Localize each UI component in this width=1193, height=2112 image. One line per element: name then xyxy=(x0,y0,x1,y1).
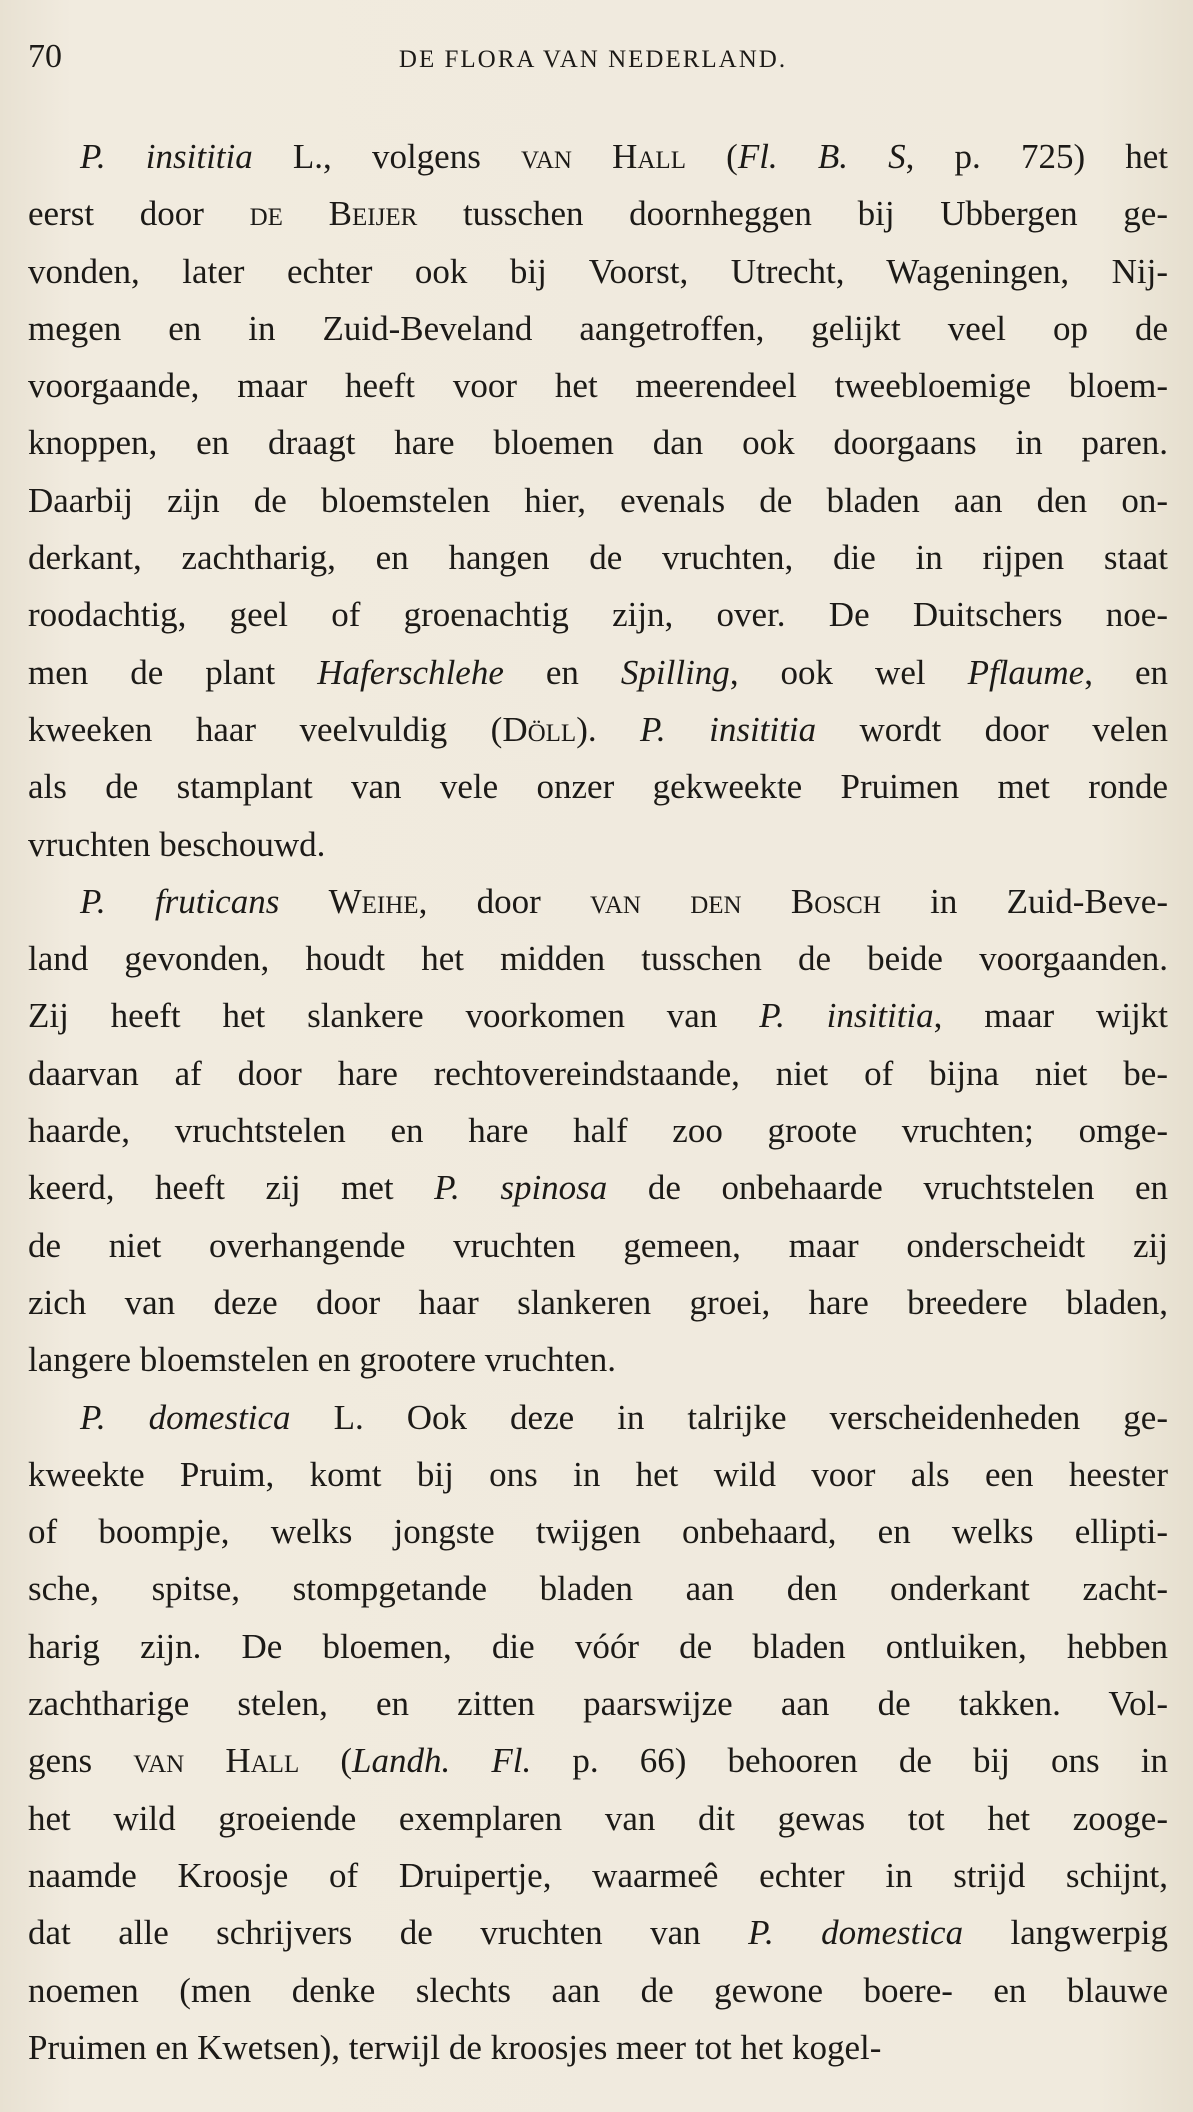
text-run: vonden, later echter ook bij Voorst, Utrecht, Wageningen, Nij- xyxy=(28,251,1168,291)
text-line xyxy=(28,1274,1168,1331)
text-run: Zij heeft het slankere voorkomen van xyxy=(28,996,760,1036)
text-run: men de plant xyxy=(28,652,318,692)
italic-text: P. fruticans xyxy=(80,881,280,921)
paragraph xyxy=(28,873,1168,1389)
text-line xyxy=(28,185,1168,242)
small-caps-text: van Hall xyxy=(133,1741,300,1781)
italic-text: P. domestica xyxy=(80,1397,291,1437)
text-run: kweekte Pruim, komt bij ons in het wild voor als een heester xyxy=(28,1454,1168,1494)
text-line xyxy=(28,1102,1168,1159)
italic-text: Spilling xyxy=(620,652,730,692)
text-run: eerst door xyxy=(28,194,250,234)
text-line xyxy=(28,1904,1168,1961)
italic-text: P. spinosa xyxy=(434,1168,608,1208)
text-run: , ook wel xyxy=(729,652,968,692)
text-line xyxy=(28,586,1168,643)
text-run: L. Ook deze in talrijke verscheidenheden ge- xyxy=(290,1397,1168,1437)
text-line xyxy=(28,930,1168,987)
text-line xyxy=(28,701,1168,758)
page-number: 70 xyxy=(28,38,62,75)
text-run: zachtharige stelen, en zitten paarswijze aan de takken. Vol- xyxy=(28,1684,1168,1724)
text-line xyxy=(28,1618,1168,1675)
text-run: L., volgens xyxy=(252,137,521,176)
text-line xyxy=(28,300,1168,357)
text-run: de niet overhangende vruchten gemeen, maar onderscheidt zij xyxy=(28,1225,1168,1265)
text-line xyxy=(28,414,1168,471)
text-run: tusschen doornheggen bij Ubbergen ge- xyxy=(417,194,1168,234)
body-text xyxy=(28,128,1168,2076)
italic-text: P. insititia xyxy=(80,137,253,176)
text-line xyxy=(28,529,1168,586)
text-line xyxy=(28,644,1168,701)
text-line xyxy=(28,1045,1168,1102)
text-run: haarde, vruchtstelen en hare half zoo groote vruchten; omge- xyxy=(28,1111,1168,1151)
text-run: naamde Kroosje of Druipertje, waarmeê echter in strijd schijnt, xyxy=(28,1855,1168,1895)
italic-text: P. domestica xyxy=(748,1913,964,1953)
text-line xyxy=(28,873,1168,930)
text-run: gens xyxy=(28,1741,134,1781)
text-run: sche, spitse, stompgetande bladen aan den onderkant zacht- xyxy=(28,1569,1168,1609)
italic-text: Landh. Fl. xyxy=(352,1741,532,1781)
text-run: dat alle schrijvers de vruchten van xyxy=(28,1913,749,1953)
text-run: megen en in Zuid-Beveland aangetroffen, gelijkt veel op de xyxy=(28,308,1168,348)
text-line xyxy=(28,1962,1168,2019)
text-run: ). xyxy=(576,709,641,749)
text-line xyxy=(28,472,1168,529)
text-run: voorgaande, maar heeft voor het meerendeel tweebloemige bloem- xyxy=(28,366,1168,406)
text-run: p. 66) behooren de bij ons in xyxy=(531,1741,1168,1781)
text-run: , maar wijkt xyxy=(933,996,1168,1036)
small-caps-text: de Beijer xyxy=(249,194,418,234)
text-run: land gevonden, houdt het midden tusschen de beide voorgaanden. xyxy=(28,939,1168,979)
small-caps-text: Weihe xyxy=(328,881,419,921)
text-run: keerd, heeft zij met xyxy=(28,1168,435,1208)
paragraph xyxy=(28,128,1168,873)
text-line xyxy=(28,1732,1168,1789)
text-run: derkant, zachtharig, en hangen de vruchten, die in rijpen staat xyxy=(28,538,1168,578)
text-run: , p. 725) het xyxy=(905,137,1168,176)
text-run: in Zuid-Beve- xyxy=(880,881,1168,921)
page-header xyxy=(28,38,1158,88)
text-line xyxy=(28,1331,1168,1388)
text-run: als de stamplant van vele onzer gekweekte Pruimen met ronde xyxy=(28,767,1168,807)
text-line xyxy=(28,1446,1168,1503)
text-run: wordt door velen xyxy=(816,709,1168,749)
small-caps-text: van Hall xyxy=(521,137,686,176)
text-line xyxy=(28,357,1168,414)
text-line xyxy=(28,1560,1168,1617)
text-run: harig zijn. De bloemen, die vóór de bladen ontluiken, hebben xyxy=(28,1626,1168,1666)
small-caps-text: Döll xyxy=(502,709,577,749)
text-line xyxy=(28,1217,1168,1274)
text-run: langere bloemstelen en grootere vruchten. xyxy=(28,1340,616,1380)
text-run: daarvan af door hare rechtovereindstaande, niet of bijna niet be- xyxy=(28,1053,1168,1093)
text-run: Pruimen en Kwetsen), terwijl de kroosjes meer tot het kogel- xyxy=(28,2027,882,2067)
italic-text: Haferschlehe xyxy=(317,652,504,692)
text-line xyxy=(28,1159,1168,1216)
text-run: langwerpig xyxy=(963,1913,1168,1953)
text-line xyxy=(28,128,1168,185)
text-run: ( xyxy=(299,1741,352,1781)
text-run: roodachtig, geel of groenachtig zijn, over. De Duitschers noe- xyxy=(28,595,1168,635)
italic-text: P. insititia xyxy=(640,709,817,749)
text-run: het wild groeiende exemplaren van dit gewas tot het zooge- xyxy=(28,1798,1168,1838)
text-run: , door xyxy=(418,881,591,921)
text-run xyxy=(279,882,328,921)
small-caps-text: van den Bosch xyxy=(590,881,881,921)
text-line xyxy=(28,1389,1168,1446)
text-run: noemen (men denke slechts aan de gewone boere- en blauwe xyxy=(28,1970,1168,2010)
text-line xyxy=(28,816,1168,873)
text-run: Daarbij zijn de bloemstelen hier, evenals de bladen aan den on- xyxy=(28,480,1168,520)
text-run: kweeken haar veelvuldig ( xyxy=(28,709,503,749)
text-line xyxy=(28,2019,1168,2076)
text-line xyxy=(28,1790,1168,1847)
text-line xyxy=(28,758,1168,815)
text-run: de onbehaarde vruchtstelen en xyxy=(607,1168,1168,1208)
text-line xyxy=(28,1503,1168,1560)
italic-text: P. insititia xyxy=(759,996,934,1036)
running-head: DE FLORA VAN NEDERLAND. xyxy=(398,46,788,73)
text-line xyxy=(28,987,1168,1044)
text-line xyxy=(28,1675,1168,1732)
italic-text: Pflaume xyxy=(967,652,1085,692)
paragraph xyxy=(28,1389,1168,2077)
text-run: vruchten beschouwd. xyxy=(28,824,326,864)
text-line xyxy=(28,243,1168,300)
text-run: , en xyxy=(1084,652,1168,692)
italic-text: Fl. B. S xyxy=(737,137,906,176)
text-run: zich van deze door haar slankeren groei, hare breedere bladen, xyxy=(28,1282,1168,1322)
text-run: of boompje, welks jongste twijgen onbehaard, en welks ellipti- xyxy=(28,1512,1168,1552)
text-line xyxy=(28,1847,1168,1904)
text-run: ( xyxy=(685,137,738,176)
text-run: en xyxy=(503,652,621,692)
text-run: knoppen, en draagt hare bloemen dan ook doorgaans in paren. xyxy=(28,423,1168,463)
